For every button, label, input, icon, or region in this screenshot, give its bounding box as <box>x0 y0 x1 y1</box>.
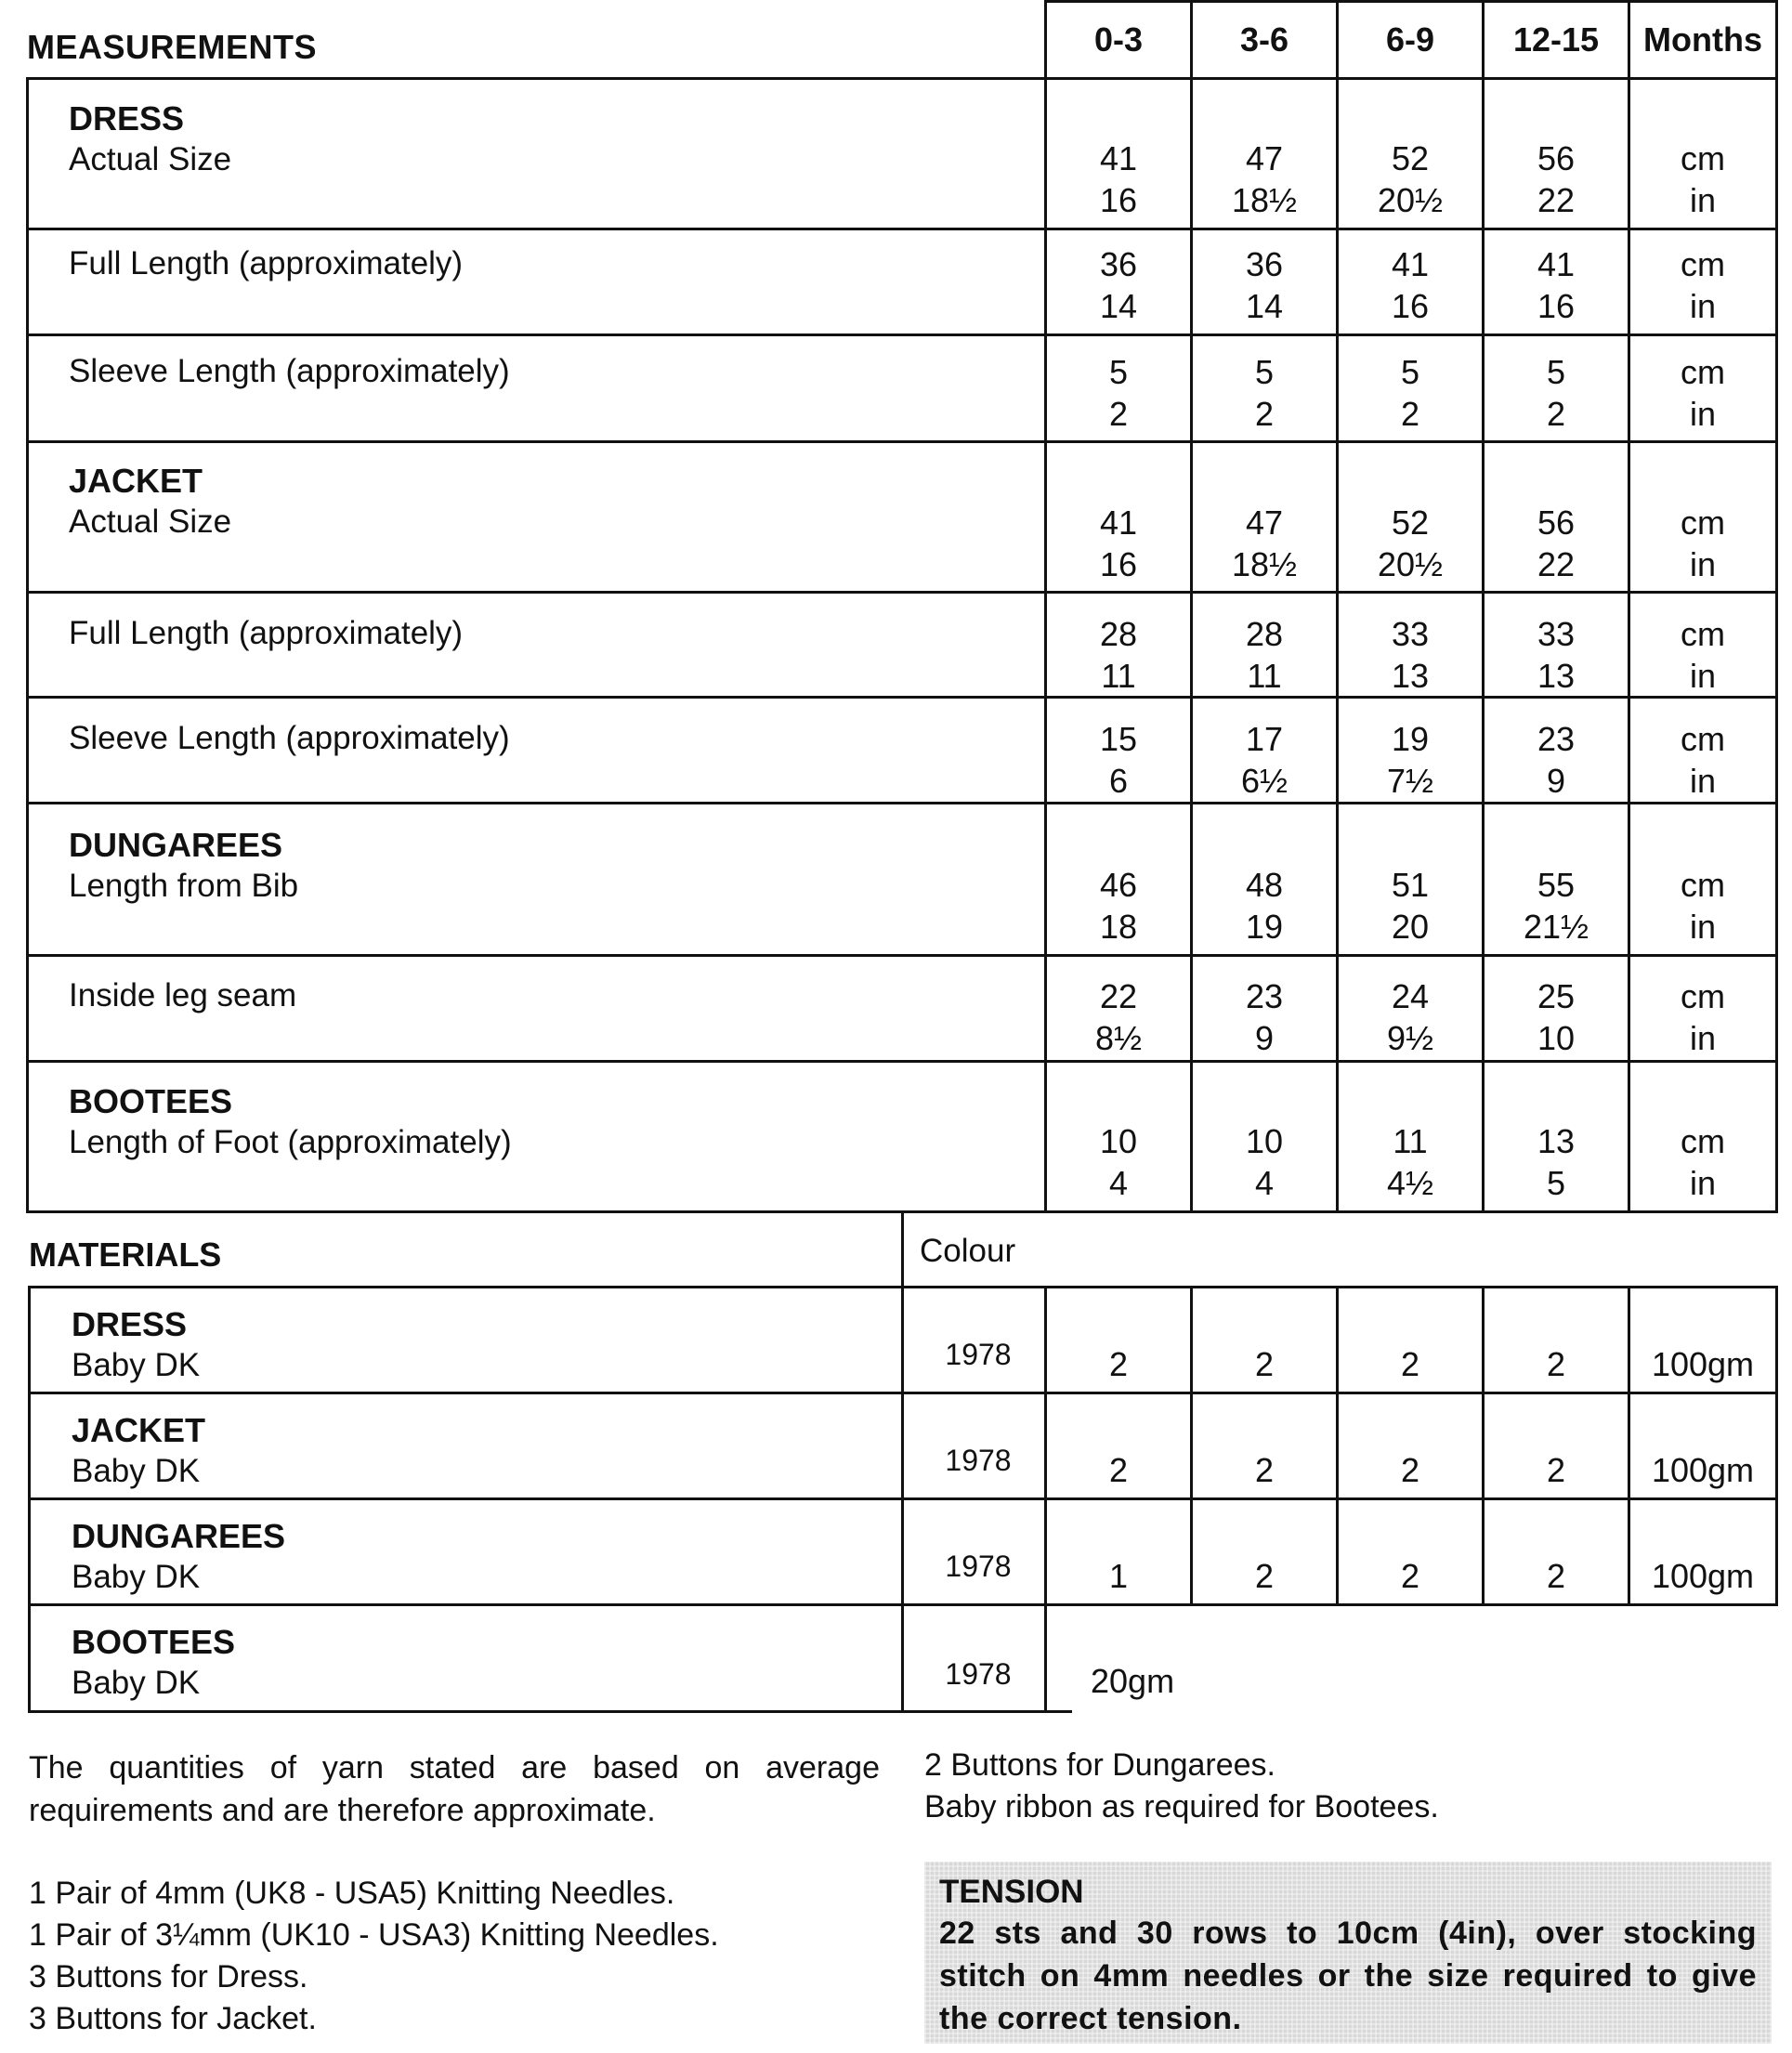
materials-row-divider <box>28 1710 1072 1713</box>
value-in: 4½ <box>1386 1164 1434 1202</box>
unit-cell <box>1630 243 1775 327</box>
value-cm: 55 <box>1537 866 1576 904</box>
tension-text: 22 sts and 30 rows to 10cm (4in), over stocking stitch on 4mm needles or the size required to give the correct tension. <box>939 1916 1757 2036</box>
value-cm: 13 <box>1537 1122 1576 1160</box>
value-in: 2 <box>1108 395 1129 433</box>
buttons-dungarees: 2 Buttons for Dungarees. <box>924 1747 1276 1783</box>
dress-actual-size-label: DRESS Actual Size <box>69 99 232 177</box>
quantities-note: The quantities of yarn stated are based on average requirements and are therefore approximate. <box>29 1750 880 1828</box>
value-cm: 5 <box>1546 353 1566 391</box>
measurement-cell <box>1484 137 1628 221</box>
value-in: 6½ <box>1240 762 1288 800</box>
measurement-row-divider <box>26 591 1778 594</box>
material-quantity: 2 <box>1108 1451 1129 1489</box>
materials-dungarees-label: DUNGAREES Baby DK <box>72 1517 286 1595</box>
value-cm: 15 <box>1099 720 1138 758</box>
value-cm: 41 <box>1537 245 1576 283</box>
dress-full-length-label: Full Length (approximately) <box>69 245 464 281</box>
needle-3-25mm: 1 Pair of 3¼mm (UK10 - USA3) Knitting Needles. <box>29 1917 719 1953</box>
value-cm: 56 <box>1537 139 1576 177</box>
materials-title: MATERIALS <box>29 1236 222 1274</box>
bootees-quantity: 20gm <box>1091 1662 1175 1700</box>
value-cm: 17 <box>1245 720 1284 758</box>
measurement-cell <box>1192 718 1337 802</box>
value-cm: 41 <box>1391 245 1430 283</box>
value-cm: 23 <box>1537 720 1576 758</box>
measurement-row-divider <box>26 440 1778 443</box>
value-in: 16 <box>1537 287 1576 325</box>
measurement-cell <box>1338 718 1483 802</box>
measurement-cell <box>1046 243 1191 327</box>
measurement-cell <box>1046 864 1191 948</box>
value-cm: 41 <box>1099 503 1138 542</box>
value-in: 11 <box>1101 657 1136 695</box>
value-in: 14 <box>1099 287 1138 325</box>
unit-in: in <box>1689 181 1717 219</box>
measurement-cell <box>1192 613 1337 697</box>
buttons-jacket: 3 Buttons for Jacket. <box>29 2001 317 2036</box>
value-in: 16 <box>1391 287 1430 325</box>
measurement-row-divider <box>26 228 1778 230</box>
measurement-cell <box>1046 613 1191 697</box>
measurement-cell <box>1338 502 1483 585</box>
measurement-cell <box>1484 351 1628 435</box>
materials-dress-label: DRESS Baby DK <box>72 1305 201 1383</box>
value-cm: 33 <box>1537 615 1576 653</box>
value-in: 4 <box>1108 1164 1129 1202</box>
unit-cell <box>1630 1120 1775 1204</box>
value-cm: 28 <box>1245 615 1284 653</box>
measurement-cell <box>1484 1120 1628 1204</box>
tension-title: TENSION <box>939 1874 1084 1910</box>
measurement-cell <box>1046 975 1191 1059</box>
unit-cell <box>1630 351 1775 435</box>
material-quantity: 2 <box>1254 1451 1275 1489</box>
value-in: 4 <box>1254 1164 1275 1202</box>
tension-box <box>924 1862 1772 2044</box>
value-in: 19 <box>1245 908 1284 946</box>
value-cm: 48 <box>1245 866 1284 904</box>
unit-cell <box>1630 137 1775 221</box>
value-cm: 36 <box>1099 245 1138 283</box>
measurement-cell <box>1192 137 1337 221</box>
measurement-cell <box>1484 502 1628 585</box>
measurement-cell <box>1046 137 1191 221</box>
jacket-group-heading: JACKET <box>69 462 203 500</box>
measurement-cell <box>1338 351 1483 435</box>
unit-cm: cm <box>1681 139 1725 177</box>
measurements-title: MEASUREMENTS <box>27 28 318 66</box>
measurement-row-divider <box>26 77 1778 80</box>
material-quantity: 2 <box>1546 1557 1566 1595</box>
measurement-cell <box>1192 864 1337 948</box>
value-cm: 52 <box>1391 139 1430 177</box>
measurement-column-divider <box>1775 77 1778 1213</box>
unit-in: in <box>1689 1164 1717 1202</box>
measurement-cell <box>1338 1120 1483 1204</box>
value-in: 13 <box>1537 657 1576 695</box>
measurement-row-divider <box>26 954 1778 957</box>
unit-cell <box>1630 502 1775 585</box>
value-cm: 22 <box>1099 977 1138 1015</box>
measurement-cell <box>1338 243 1483 327</box>
value-in: 18½ <box>1231 181 1298 219</box>
measurement-cell <box>1338 864 1483 948</box>
value-in: 20½ <box>1377 545 1444 583</box>
value-in: 10 <box>1537 1019 1576 1057</box>
value-in: 18 <box>1099 908 1138 946</box>
size-header-12-15: 12-15 <box>1485 0 1630 79</box>
materials-jacket-label: JACKET Baby DK <box>72 1411 206 1489</box>
value-cm: 24 <box>1391 977 1430 1015</box>
value-cm: 5 <box>1254 353 1275 391</box>
value-in: 13 <box>1391 657 1430 695</box>
measurement-cell <box>1484 864 1628 948</box>
material-quantity: 2 <box>1546 1451 1566 1489</box>
materials-column-divider <box>1775 1286 1778 1606</box>
unit-cm: cm <box>1681 245 1725 283</box>
unit-in: in <box>1689 908 1717 946</box>
measurement-cell <box>1338 613 1483 697</box>
size-header-months: Months <box>1643 20 1762 59</box>
jacket-actual-size-label: JACKET Actual Size <box>69 462 232 540</box>
unit-cm: cm <box>1681 503 1725 542</box>
value-in: 22 <box>1537 181 1576 219</box>
value-in: 2 <box>1400 395 1420 433</box>
value-in: 5 <box>1546 1164 1566 1202</box>
unit-in: in <box>1689 1019 1717 1057</box>
dungarees-length-label: DUNGAREES Length from Bib <box>69 826 299 904</box>
materials-column-divider <box>901 1213 904 1288</box>
buttons-dress: 3 Buttons for Dress. <box>29 1959 308 1994</box>
value-in: 9 <box>1254 1019 1275 1057</box>
value-cm: 11 <box>1393 1122 1428 1160</box>
value-cm: 33 <box>1391 615 1430 653</box>
measurement-cell <box>1192 243 1337 327</box>
material-quantity: 2 <box>1546 1345 1566 1383</box>
value-in: 20 <box>1391 908 1430 946</box>
value-in: 16 <box>1099 545 1138 583</box>
material-quantity: 1 <box>1108 1557 1129 1595</box>
value-in: 7½ <box>1386 762 1434 800</box>
measurement-cell <box>1484 243 1628 327</box>
bootees-foot-length-label: BOOTEES Length of Foot (approximately) <box>69 1082 512 1160</box>
value-cm: 51 <box>1391 866 1430 904</box>
unit-in: in <box>1689 762 1717 800</box>
value-cm: 36 <box>1245 245 1284 283</box>
material-unit: 100gm <box>1651 1557 1755 1595</box>
unit-cm: cm <box>1681 866 1725 904</box>
ribbon-bootees: Baby ribbon as required for Bootees. <box>924 1789 1439 1824</box>
colour-code-dress: 1978 <box>945 1338 1012 1371</box>
colour-header: Colour <box>920 1233 1016 1269</box>
unit-in: in <box>1689 287 1717 325</box>
value-cm: 47 <box>1245 139 1284 177</box>
value-cm: 23 <box>1245 977 1284 1015</box>
measurement-cell <box>1338 975 1483 1059</box>
unit-cm: cm <box>1681 353 1725 391</box>
measurement-row-divider <box>26 333 1778 336</box>
jacket-sleeve-length-label: Sleeve Length (approximately) <box>69 720 510 756</box>
measurement-cell <box>1338 137 1483 221</box>
value-in: 18½ <box>1231 545 1298 583</box>
dungarees-group-heading: DUNGAREES <box>69 826 283 864</box>
unit-cm: cm <box>1681 615 1725 653</box>
measurement-cell <box>1046 351 1191 435</box>
materials-column-divider <box>28 1286 31 1713</box>
size-header-6-9: 6-9 <box>1339 0 1485 79</box>
dress-sleeve-length-label: Sleeve Length (approximately) <box>69 353 510 389</box>
material-unit: 100gm <box>1651 1451 1755 1489</box>
materials-bootees-label: BOOTEES Baby DK <box>72 1623 236 1701</box>
measurement-cell <box>1192 1120 1337 1204</box>
colour-code-jacket: 1978 <box>945 1444 1012 1477</box>
measurement-cell <box>1192 351 1337 435</box>
material-quantity: 2 <box>1400 1557 1420 1595</box>
measurement-cell <box>1046 718 1191 802</box>
measurement-cell <box>1192 975 1337 1059</box>
measurement-cell <box>1046 502 1191 585</box>
value-in: 20½ <box>1377 181 1444 219</box>
size-header-0-3: 0-3 <box>1047 0 1193 79</box>
value-in: 6 <box>1108 762 1129 800</box>
unit-in: in <box>1689 545 1717 583</box>
measurement-row-divider <box>26 802 1778 804</box>
value-cm: 19 <box>1391 720 1430 758</box>
measurement-cell <box>1046 1120 1191 1204</box>
extra-notes <box>924 1745 1439 1828</box>
value-cm: 52 <box>1391 503 1430 542</box>
materials-column-divider <box>901 1286 904 1713</box>
value-cm: 10 <box>1099 1122 1138 1160</box>
measurement-cell <box>1484 613 1628 697</box>
value-cm: 46 <box>1099 866 1138 904</box>
measurement-column-divider <box>26 77 29 1213</box>
unit-cell <box>1630 718 1775 802</box>
unit-cm: cm <box>1681 977 1725 1015</box>
material-quantity: 2 <box>1400 1345 1420 1383</box>
unit-in: in <box>1689 657 1717 695</box>
value-cm: 41 <box>1099 139 1138 177</box>
material-quantity: 2 <box>1254 1345 1275 1383</box>
value-cm: 25 <box>1537 977 1576 1015</box>
colour-code-dungarees: 1978 <box>945 1550 1012 1583</box>
value-cm: 56 <box>1537 503 1576 542</box>
measurement-cell <box>1484 975 1628 1059</box>
unit-cell <box>1630 864 1775 948</box>
value-in: 2 <box>1546 395 1566 433</box>
measurement-cell <box>1484 718 1628 802</box>
unit-cell <box>1630 975 1775 1059</box>
value-in: 21½ <box>1523 908 1589 946</box>
colour-code-bootees: 1978 <box>945 1657 1012 1691</box>
unit-cm: cm <box>1681 720 1725 758</box>
value-in: 11 <box>1247 657 1282 695</box>
value-cm: 5 <box>1400 353 1420 391</box>
value-cm: 10 <box>1245 1122 1284 1160</box>
needle-list <box>29 1873 719 2040</box>
dungarees-inside-leg-label: Inside leg seam <box>69 977 297 1013</box>
value-cm: 28 <box>1099 615 1138 653</box>
value-in: 9 <box>1546 762 1566 800</box>
value-in: 22 <box>1537 545 1576 583</box>
value-in: 16 <box>1099 181 1138 219</box>
value-cm: 47 <box>1245 503 1284 542</box>
dress-group-heading: DRESS <box>69 99 185 137</box>
material-quantity: 2 <box>1400 1451 1420 1489</box>
value-cm: 5 <box>1108 353 1129 391</box>
value-in: 14 <box>1245 287 1284 325</box>
material-unit: 100gm <box>1651 1345 1755 1383</box>
bootees-group-heading: BOOTEES <box>69 1082 233 1120</box>
measurement-cell <box>1192 502 1337 585</box>
value-in: 2 <box>1254 395 1275 433</box>
measurement-row-divider <box>26 1060 1778 1063</box>
unit-cell <box>1630 613 1775 697</box>
value-in: 8½ <box>1094 1019 1143 1057</box>
needle-4mm: 1 Pair of 4mm (UK8 - USA5) Knitting Needles. <box>29 1876 675 1911</box>
value-in: 9½ <box>1386 1019 1434 1057</box>
unit-in: in <box>1689 395 1717 433</box>
size-header-3-6: 3-6 <box>1193 0 1339 79</box>
material-quantity: 2 <box>1108 1345 1129 1383</box>
jacket-full-length-label: Full Length (approximately) <box>69 615 464 651</box>
material-quantity: 2 <box>1254 1557 1275 1595</box>
unit-cm: cm <box>1681 1122 1725 1160</box>
